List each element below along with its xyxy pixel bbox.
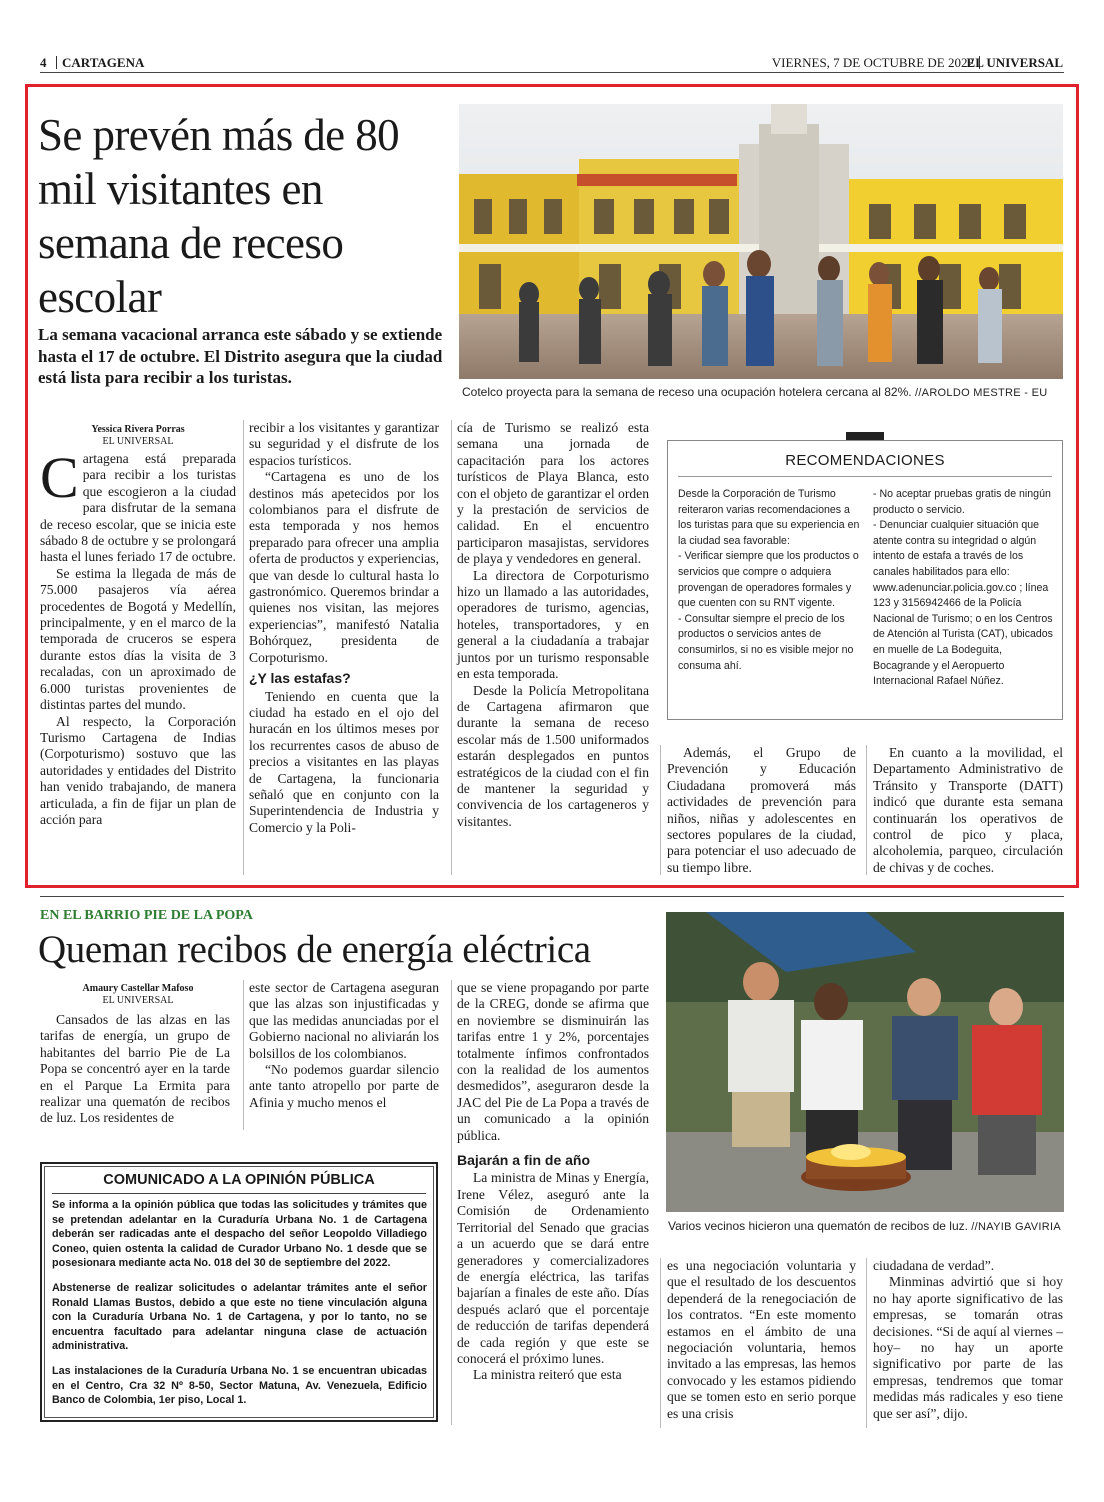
article1-subhead: ¿Y las estafas? <box>249 670 351 687</box>
article2-col1 <box>40 1012 230 1127</box>
paragraph: La ministra de Minas y Energía, Irene Vélez, aseguró ante la Comisión de Ordenamiento Territorial del Senado que gracias a un acuerdo que se dará entre generadores y comercializadores de energía eléctrica, las tarifas bajarían a finales de este año. Días después aclaró que el porcentaje de reducción de tarifas dependerá de cada región y que este se conocerá el próximo lunes. <box>457 1170 649 1366</box>
byline-name: Amaury Castellar Mafoso <box>82 983 194 994</box>
column-rule <box>660 745 661 875</box>
article2-col5 <box>873 1258 1063 1422</box>
paragraph: La ministra reiteró que esta <box>473 1367 622 1383</box>
column-rule <box>243 420 244 875</box>
column-rule <box>243 980 244 1130</box>
paragraph: Cansados de las alzas en las tarifas de energía, un grupo de habitantes del barrio Pie de La Popa se concentró ayer en la tarde en el Parque La Ermita para realizar una quematón de recibos de luz. Los residentes de <box>40 1012 230 1126</box>
paragraph: recibir a los visitantes y garantizar su seguridad y el disfrute de los espacios turísticos. <box>249 420 439 468</box>
article2-col2 <box>249 980 439 1111</box>
public-notice-body <box>52 1198 427 1408</box>
issue-date: VIERNES, 7 DE OCTUBRE DE 2022 <box>771 55 974 70</box>
photo-credit: //NAYIB GAVIRIA <box>971 1221 1061 1233</box>
article1-col2 <box>249 420 439 836</box>
paragraph: Minminas advirtió que si hoy no hay aporte significativo de las empresas, se tomarán otras decisiones. “Si de aquí al viernes –hoy– no hay un aporte significativo por parte de las empresas, tendremos que tomar medidas más radicales y eso tiene que ser así”, dijo. <box>873 1274 1063 1421</box>
photo-credit: //AROLDO MESTRE - EU <box>914 387 1048 399</box>
notice-rule <box>52 1193 426 1194</box>
article2-headline: Queman recibos de energía eléctrica <box>38 928 591 971</box>
article2-byline <box>40 983 236 1007</box>
article2-kicker: EN EL BARRIO PIE DE LA POPA <box>40 908 253 923</box>
article2-photo <box>666 912 1064 1212</box>
public-notice-title: COMUNICADO A LA OPINIÓN PÚBLICA <box>103 1172 375 1188</box>
column-rule <box>451 420 452 875</box>
article2-photo-caption <box>668 1219 1064 1233</box>
article1-col5 <box>873 745 1063 876</box>
article1-col1 <box>40 445 236 828</box>
page-number: 4 <box>40 55 47 70</box>
paragraph: es una negociación voluntaria y que el resultado de los descuentos dependerá de la renegociación de los contratos. “En este momento estamos en el ámbito de una negociación voluntaria, hemos invitado a las empresas, las hemos convocado y les estamos pidiendo que se tomen esto en serio porque es una crisis <box>667 1258 856 1421</box>
paragraph: En cuanto a la movilidad, el Departamento Administrativo de Tránsito y Transporte (DATT) indicó que durante esta semana continuarán los operativos de control de pico y placa, alcoholemia, parqueo, circulación de chivas y de coches. <box>873 745 1063 875</box>
paragraph: “No podemos guardar silencio ante tanto atropello por parte de Afinia y mucho menos el <box>249 1062 439 1110</box>
header-rule <box>40 72 1064 73</box>
box-rule <box>678 476 1052 477</box>
column-rule <box>451 980 452 1425</box>
header-divider <box>56 56 57 69</box>
newspaper-name: EL UNIVERSAL <box>966 55 1063 70</box>
paragraph: Se estima la llegada de más de 75.000 pasajeros vía aérea procedentes de Bogotá y Medellín, principalmente, y en el marco de la temporada de cruceros se espera durante estos días la visita de 3 recaladas, con un aproximado de 6.000 turistas provenientes de distintas partes del mundo. <box>40 565 236 713</box>
dropcap: C <box>40 445 79 510</box>
notice-paragraph: Las instalaciones de la Curaduría Urbana No. 1 se encuentran ubicadas en el Centro, Cra 32 Nº 8-50, Sector Matuna, Av. Venezuela, Edificio Banco de Colombia, 1er piso, Local 1. <box>52 1364 427 1407</box>
section-name: CARTAGENA <box>62 55 145 70</box>
paragraph: Además, el Grupo de Prevención y Educación Ciudadana promoverá más actividades de prevención para niños, niñas y adolescentes en sectores populares de la ciudad, para potenciar el uso adecuado de su tiempo libre. <box>667 745 856 875</box>
article1-photo <box>459 104 1063 379</box>
notice-paragraph: Abstenerse de realizar solicitudes o adelantar trámites ante el señor Ronald Llamas Bustos, debido a que este no tiene vinculación alguna con la Curaduría Urbana No. 1 de Cartagena, y por lo tanto, no se encuentra facultado para adelantar ninguna clase de actuación administrativa. <box>52 1281 427 1353</box>
lead-paragraph <box>40 445 236 566</box>
byline-org: EL UNIVERSAL <box>102 995 174 1006</box>
lead-text: artagena está preparada para recibir a los turistas que escogieron a la ciudad para disfrutar de la semana de receso escolar, que se inicia este sábado 8 de octubre y se prolongará hasta el lunes feriado 17 de octubre. <box>40 451 236 565</box>
recommendations-title: RECOMENDACIONES <box>785 452 945 469</box>
paragraph: Teniendo en cuenta que la ciudad ha estado en el ojo del huracán en los últimos meses por los recurrentes casos de abuso de precios a visitantes en las playas de Cartagena, la funcionaria señaló que en conjunto con la Superintendencia de Industria y Comercio y la Poli- <box>249 688 439 835</box>
column-rule <box>866 745 867 875</box>
article1-col3 <box>457 420 649 830</box>
article2-subhead: Bajarán a fin de año <box>457 1152 591 1169</box>
section-rule <box>40 896 1064 897</box>
paragraph: La directora de Corpoturismo hizo un llamado a las autoridades, operadores de turismo, agencias, hoteles, transportadores, y en general a la ciudadanía a trabajar juntos por un turismo responsable en esta temporada. <box>457 567 649 682</box>
byline-name: Yessica Rivera Porras <box>91 424 185 435</box>
byline-org: EL UNIVERSAL <box>102 436 174 447</box>
article2-col4 <box>667 1258 856 1422</box>
article1-photo-caption <box>462 385 1062 399</box>
paragraph: “Cartagena es uno de los destinos más apetecidos por los colombianos para el disfrute de esta temporada y nos hemos preparado para ofrecer una amplia oferta de productos y experiencias, que van desde lo cultural hasta lo gastronómico. Queremos brindar a quienes nos visitan, las mejores experiencias”, manifestó Natalia Bohórquez, presidenta de Corpoturismo. <box>249 469 439 665</box>
article1-headline: Se prevén más de 80 mil visitantes en semana de receso escolar <box>38 110 399 322</box>
article2-col3 <box>457 980 649 1384</box>
caption-text: Cotelco proyecta para la semana de receso una ocupación hotelera cercana al 82%. <box>462 385 912 399</box>
paragraph: Desde la Policía Metropolitana de Cartagena afirmaron que durante la semana de receso escolar más de 1.500 uniformados estarán desplegados en puntos estratégicos de la ciudad con el fin de mantener la seguridad y convivencia de los cartageneros y visitantes. <box>457 682 649 829</box>
paragraph: Al respecto, la Corporación Turismo Cartagena de Indias (Corpoturismo) sostuvo que las autoridades y entidades del Distrito han venido trabajando, de manera articulada, a fin de fijar un plan de acción para <box>40 713 236 827</box>
article1-col4 <box>667 745 856 876</box>
recommendations-right: - No aceptar pruebas gratis de ningún producto o servicio. - Denunciar cualquier situación que atente contra su integridad o algún intento de estafa a través de los canales habilitados para ello: www.adenunciar.policia.gov.co ; línea 123 y 3156942466 de la Policía Nacional de Turismo; o en los Centros de Atención al Turista (CAT), ubicados en muelle de La Bodeguita, Bocagrande y el Aeropuerto Internacional Rafael Núñez. <box>873 488 1053 688</box>
box-tab <box>846 432 884 440</box>
paragraph: que se viene propagando por parte de la CREG, donde se afirma que en noviembre se disminuirán las tarifas entre 1 y 2%, porcentajes totalmente ínfimos confrontados con la realidad de los aumentos desmedidos”, aseguraron desde la JAC del Pie de La Popa a través de un comunicado a la opinión pública. <box>457 980 649 1143</box>
column-rule <box>866 1258 867 1428</box>
paragraph: ciudadana de verdad”. <box>873 1258 995 1273</box>
column-rule <box>660 1258 661 1428</box>
notice-paragraph: Se informa a la opinión pública que todas las solicitudes y trámites que se pretendan adelantar en la Curaduría Urbana No. 1 de Cartagena deberán ser radicadas ante el despacho del señor Leopoldo Villadiego Coneo, quien ostenta la calidad de Curador Urbano No. 1 desde que se posesionara mediante acta No. 018 del 30 de septiembre del 2022. <box>52 1199 427 1270</box>
article1-deck: La semana vacacional arranca este sábado y se extiende hasta el 17 de octubre. El Distrito asegura que la ciudad está lista para recibir a los turistas. <box>38 325 443 387</box>
caption-text: Varios vecinos hicieron una quematón de recibos de luz. <box>668 1219 968 1233</box>
paragraph: este sector de Cartagena aseguran que las alzas son injustificadas y que las medidas anunciadas por el Gobierno nacional no aliviarán los bolsillos de los colombianos. <box>249 980 439 1061</box>
paragraph: cía de Turismo se realizó esta semana una jornada de capacitación para los actores turísticos de Playa Blanca, esto con el objeto de garantizar el orden y la prestación de servicios de calidad. En el encuentro participaron masajistas, servidores de playa y vendedores en general. <box>457 420 649 567</box>
recommendations-left: Desde la Corporación de Turismo reiteraron varias recomendaciones a los turistas para que su experiencia en la ciudad sea favorable: - Verificar siempre que los productos o servicios que compre o adquiera provengan de operadores formales y que cuenten con su RNT vigente. - Consultar siempre el precio de los productos o servicios antes de consumirlos, si no es visible mejor no consuma ahí. <box>678 488 860 672</box>
